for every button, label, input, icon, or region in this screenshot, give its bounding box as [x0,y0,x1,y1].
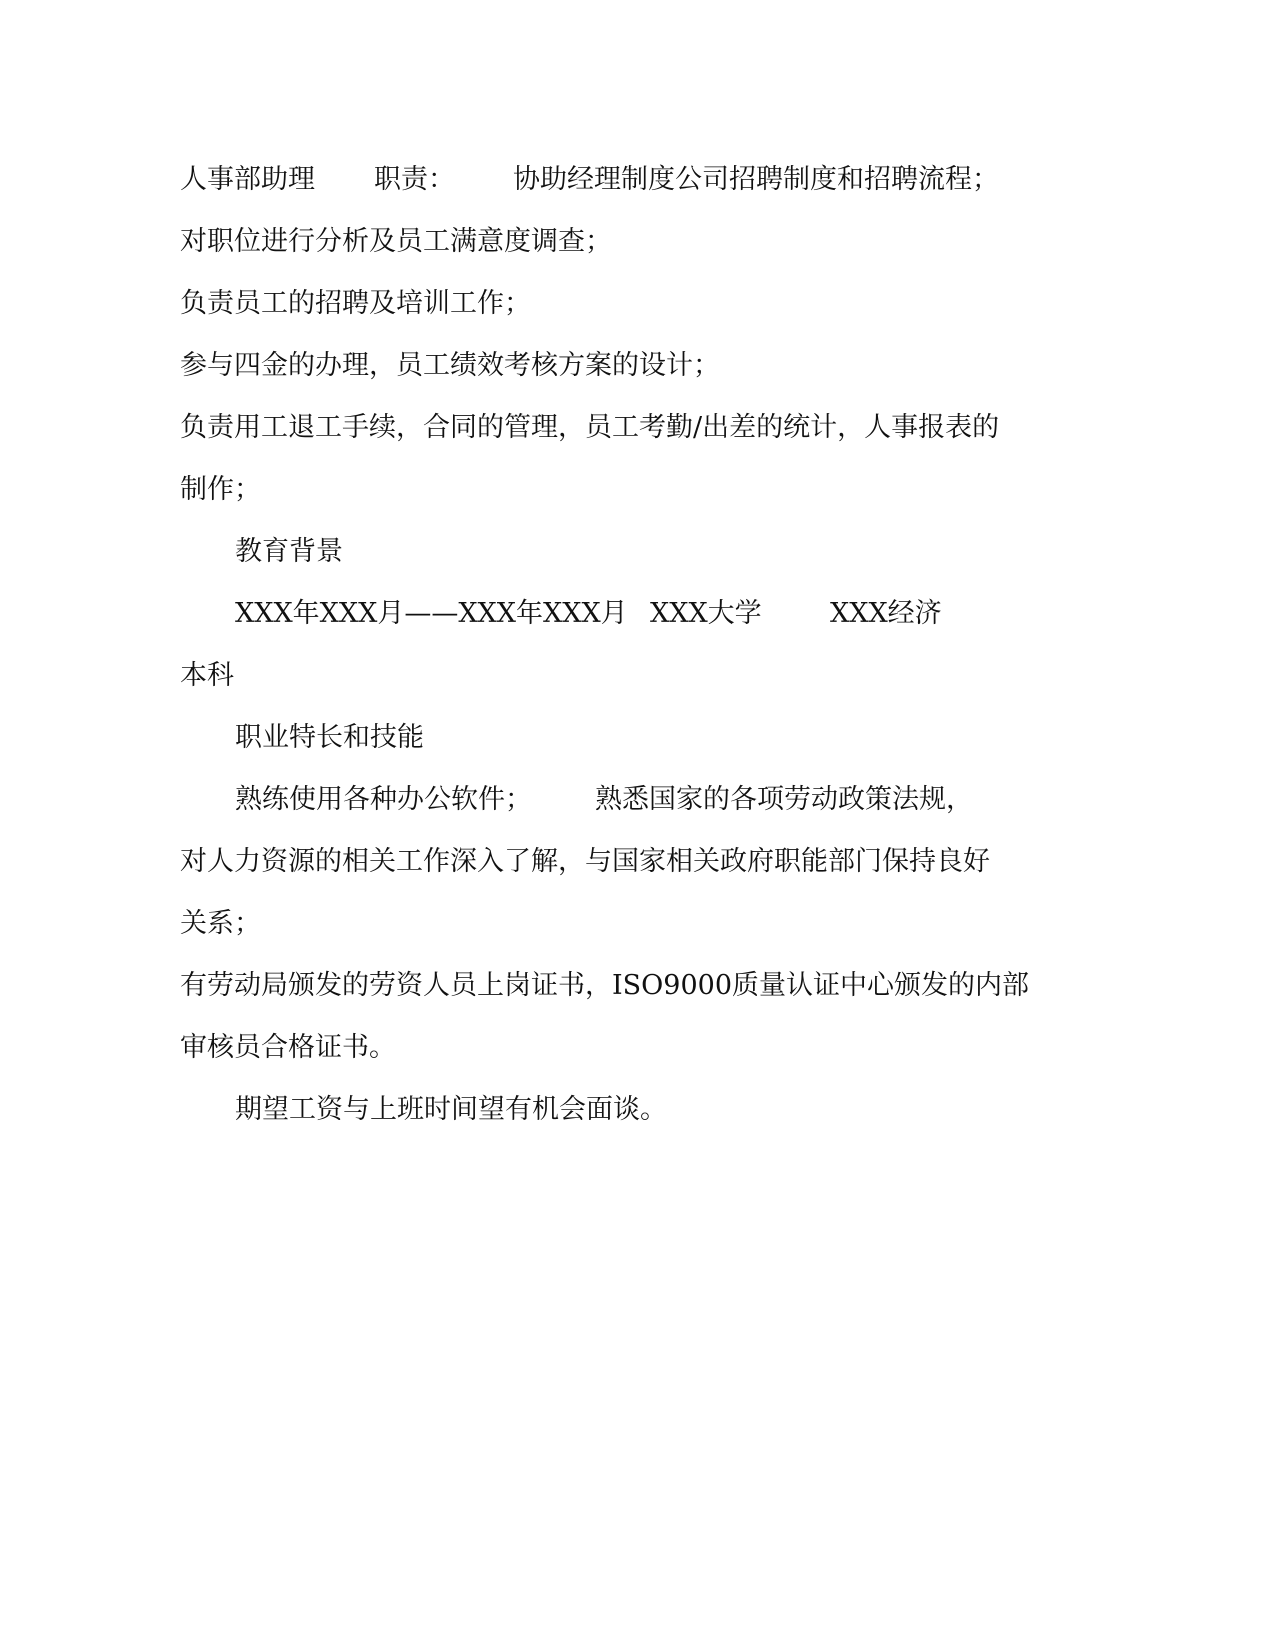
skill-item: 对人力资源的相关工作深入了解，与国家相关政府职能部门保持良好 [180,846,990,877]
skills-heading: 职业特长和技能 [235,722,424,753]
skill-item-continued: 审核员合格证书。 [180,1032,396,1063]
education-heading: 教育背景 [235,536,343,567]
duty-item: 参与四金的办理，员工绩效考核方案的设计； [180,350,720,381]
education-school: XXX大学 [650,598,762,629]
salary-note: 期望工资与上班时间望有机会面谈。 [235,1094,667,1125]
job-title: 人事部助理 [180,164,315,195]
skill-item: 有劳动局颁发的劳资人员上岗证书，ISO9000质量认证中心颁发的内部 [180,970,1030,1001]
skill-item: 熟悉国家的各项劳动政策法规， [595,784,973,815]
duty-item: 协助经理制度公司招聘制度和招聘流程； [513,164,999,195]
skill-item-continued: 关系； [180,908,261,939]
education-major: XXX经济 [830,598,942,629]
duty-item-continued: 制作； [180,474,261,505]
skill-item: 熟练使用各种办公软件； [235,784,532,815]
duties-label: 职责： [374,164,455,195]
duty-item: 负责员工的招聘及培训工作； [180,288,531,319]
education-period: XXX年XXX月——XXX年XXX月 [235,598,628,629]
education-degree: 本科 [180,660,234,691]
duty-item: 对职位进行分析及员工满意度调查； [180,226,612,257]
duty-item: 负责用工退工手续，合同的管理，员工考勤/出差的统计，人事报表的 [180,412,1000,443]
